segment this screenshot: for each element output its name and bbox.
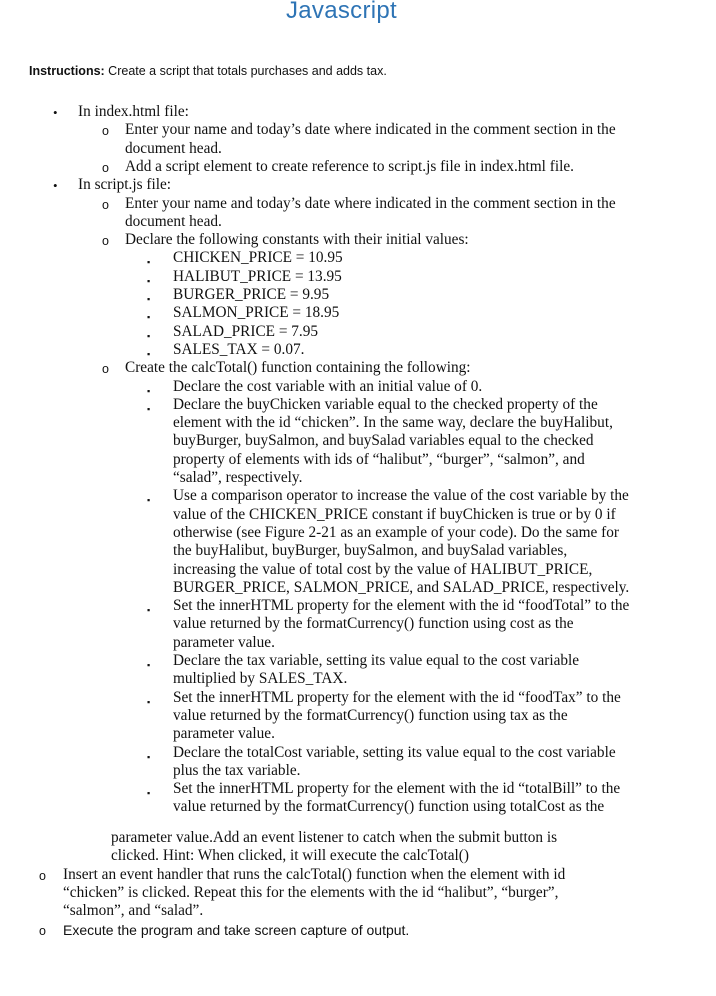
- bullet-square-icon: ▪: [147, 275, 151, 286]
- list-item-line: SALAD_PRICE = 7.95: [173, 322, 319, 340]
- bullet-square-icon: ▪: [147, 330, 151, 341]
- outer-item-line: “salmon”, and “salad”.: [63, 902, 204, 920]
- bullet-square-icon: ▪: [147, 751, 151, 762]
- list-item-line: Declare the following constants with their initial values:: [125, 231, 469, 249]
- bullet-circle-icon: o: [102, 124, 109, 139]
- bullet-square-icon: ▪: [147, 385, 151, 396]
- bullet-square-icon: ▪: [147, 660, 151, 670]
- bullet-square-icon: ▪: [147, 403, 151, 414]
- list-item-line: buyBurger, buySalmon, and buySalad variables equal to the checked: [173, 432, 594, 450]
- bullet-square-icon: ▪: [147, 312, 151, 323]
- instructions-text: Create a script that totals purchases and adds tax.: [104, 64, 387, 78]
- bullet-square-icon: ▪: [147, 257, 151, 268]
- bullet-square-icon: ▪: [147, 788, 151, 799]
- list-item-line: In script.js file:: [78, 176, 172, 194]
- list-item-line: value returned by the formatCurrency() function using totalCost as the: [173, 798, 605, 816]
- list-item-line: Set the innerHTML property for the element with the id “foodTotal” to the: [173, 597, 630, 615]
- bullet-square-icon: ▪: [147, 605, 151, 616]
- instructions-label: Instructions:: [29, 64, 105, 78]
- outer-item-line: “chicken” is clicked. Repeat this for the elements with the id “halibut”, “burger”,: [63, 883, 559, 901]
- list-item-line: HALIBUT_PRICE = 13.95: [173, 267, 342, 285]
- list-item-line: BURGER_PRICE = 9.95: [173, 286, 330, 303]
- bullet-circle-icon: o: [102, 362, 109, 377]
- list-item-line: value returned by the formatCurrency() function using tax as the: [173, 706, 568, 724]
- list-item-line: multiplied by SALES_TAX.: [173, 670, 348, 688]
- list-item-line: Set the innerHTML property for the element with the id “foodTax” to the: [173, 688, 621, 706]
- list-item-line: plus the tax variable.: [173, 761, 301, 779]
- bullet-square-icon: ▪: [147, 348, 151, 359]
- bullet-square-icon: ▪: [147, 294, 151, 304]
- bullet-disc-icon: •: [53, 178, 58, 194]
- list-item-line: Create the calcTotal() function containing the following:: [125, 359, 471, 377]
- list-item-line: parameter value.: [173, 633, 275, 651]
- list-item-line: CHICKEN_PRICE = 10.95: [173, 249, 343, 267]
- list-item-line: Declare the buyChicken variable equal to the checked property of the: [173, 395, 598, 413]
- page-title: Javascript: [285, 0, 398, 24]
- continuation-line: parameter value.Add an event listener to catch when the submit button is: [111, 829, 558, 846]
- outer-item-line: Execute the program and take screen capture of output.: [63, 921, 410, 938]
- list-item-line: SALES_TAX = 0.07.: [173, 340, 305, 358]
- list-item-line: Use a comparison operator to increase the value of the cost variable by the: [173, 487, 629, 505]
- list-item-line: Enter your name and today’s date where indicated in the comment section in the: [125, 194, 616, 212]
- bullet-circle-icon: o: [102, 234, 109, 249]
- list-item-line: parameter value.: [173, 725, 275, 743]
- bullet-circle-icon: o: [102, 160, 109, 175]
- list-item-line: Set the innerHTML property for the element with the id “totalBill” to the: [173, 780, 621, 798]
- bullet-circle-icon: o: [102, 197, 109, 212]
- list-item-line: element with the id “chicken”. In the same way, declare the buyHalibut,: [173, 414, 613, 432]
- outer-item-line: Insert an event handler that runs the calcTotal() function when the element with id: [63, 865, 566, 883]
- list-item-line: increasing the value of total cost by the value of HALIBUT_PRICE,: [173, 560, 593, 578]
- list-item-line: the buyHalibut, buyBurger, buySalmon, and buySalad variables,: [173, 542, 568, 560]
- bullet-square-icon: ▪: [147, 696, 151, 707]
- list-item-line: value returned by the formatCurrency() function using cost as the: [173, 615, 574, 633]
- list-item-line: value of the CHICKEN_PRICE constant if buyChicken is true or by 0 if: [173, 505, 616, 523]
- list-item-line: BURGER_PRICE, SALMON_PRICE, and SALAD_PRICE, respectively.: [173, 578, 630, 596]
- bullet-circle-icon: o: [39, 923, 46, 938]
- list-item-line: Add a script element to create reference to script.js file in index.html file.: [125, 157, 574, 175]
- list-item-line: document head.: [125, 212, 222, 230]
- list-item-line: SALMON_PRICE = 18.95: [173, 304, 340, 322]
- list-item-line: Declare the tax variable, setting its value equal to the cost variable: [173, 652, 580, 669]
- bullet-circle-icon: o: [39, 868, 46, 883]
- list-item-line: Declare the cost variable with an initial value of 0.: [173, 377, 483, 395]
- list-item-line: property of elements with ids of “halibut”, “burger”, “salmon”, and: [173, 450, 585, 468]
- bullet-disc-icon: •: [53, 105, 58, 120]
- instructions: [29, 64, 387, 78]
- bullet-square-icon: ▪: [147, 495, 151, 506]
- list-item-line: otherwise (see Figure 2-21 as an example of your code). Do the same for: [173, 523, 620, 541]
- list-item-line: document head.: [125, 139, 222, 157]
- list-item-line: In index.html file:: [78, 103, 189, 120]
- continuation-line: clicked. Hint: When clicked, it will execute the calcTotal(): [111, 847, 469, 865]
- list-item-line: Enter your name and today’s date where indicated in the comment section in the: [125, 121, 616, 139]
- list-item-line: Declare the totalCost variable, setting its value equal to the cost variable: [173, 743, 616, 761]
- list-item-line: “salad”, respectively.: [173, 469, 303, 486]
